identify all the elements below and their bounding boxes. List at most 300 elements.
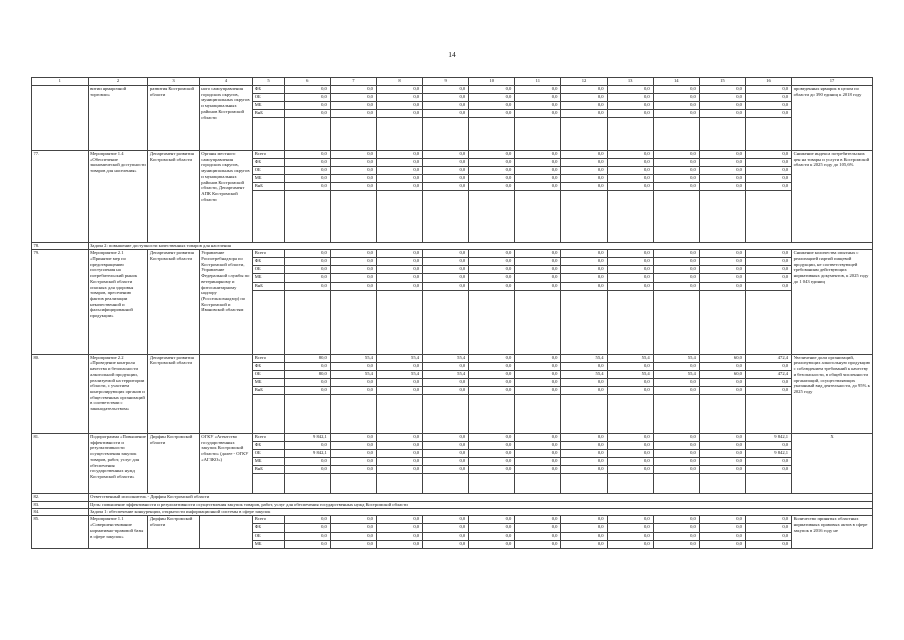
amount-cell: 0,0 [330, 466, 376, 474]
funding-source: ОБ [253, 532, 284, 540]
amount-cell: 0,0 [284, 540, 330, 548]
co-executors: ОГКУ «Агентство государственных закупок Костромской области» (далее - ОГКУ «АГЗКО») [199, 433, 252, 493]
amount-cell: 0,0 [607, 386, 653, 394]
amount-cell: 0,0 [561, 450, 607, 458]
amount-cell: 0,0 [469, 450, 515, 458]
amount-cell: 0,0 [469, 282, 515, 290]
funding-row [32, 433, 873, 441]
amount-cell: 0,0 [284, 167, 330, 175]
amount-cell: 0,0 [469, 516, 515, 524]
amount-cell: 0,0 [607, 250, 653, 258]
amount-cell: 0,0 [607, 441, 653, 449]
column-number-cell: 17 [792, 78, 873, 86]
amount-cell: 0,0 [284, 94, 330, 102]
amount-cell: 0,0 [607, 378, 653, 386]
expected-result: Увеличение доли организаций, реализующих алкогольную продукцию с соблюдением требований к качеству и безопасности, в общей численности организаций, осуществляющих указанный вид деятельности, до 95% к 2025 году [792, 354, 873, 433]
column-number-cell: 5 [253, 78, 284, 86]
amount-cell: 0,0 [699, 258, 745, 266]
amount-cell: 0,0 [745, 540, 791, 548]
amount-cell: 0,0 [699, 532, 745, 540]
amount-cell: 0,0 [653, 158, 699, 166]
amount-cell: 0,0 [653, 378, 699, 386]
amount-cell: 55,4 [561, 370, 607, 378]
amount-cell: 0,0 [469, 433, 515, 441]
amount-cell: 0,0 [561, 94, 607, 102]
amount-cell: 0,0 [561, 150, 607, 158]
amount-cell: 0,0 [699, 450, 745, 458]
amount-cell: 0,0 [607, 466, 653, 474]
amount-cell: 0,0 [699, 441, 745, 449]
amount-cell: 0,0 [561, 250, 607, 258]
empty-cell [515, 290, 561, 354]
amount-cell: 0,0 [699, 386, 745, 394]
amount-cell: 0,0 [699, 183, 745, 191]
amount-cell: 0,0 [376, 266, 422, 274]
amount-cell: 0,0 [515, 516, 561, 524]
section-row [32, 494, 873, 501]
column-number-cell: 16 [745, 78, 791, 86]
funding-source: ФБ [253, 158, 284, 166]
column-number-cell: 4 [199, 78, 252, 86]
empty-cell [376, 474, 422, 494]
empty-cell [745, 290, 791, 354]
empty-cell [699, 474, 745, 494]
amount-cell: 0,0 [515, 466, 561, 474]
amount-cell: 0,0 [653, 540, 699, 548]
amount-cell: 0,0 [330, 282, 376, 290]
column-number-row [32, 78, 873, 86]
amount-cell: 0,0 [561, 258, 607, 266]
amount-cell: 0,0 [561, 386, 607, 394]
amount-cell: 0,0 [515, 378, 561, 386]
amount-cell: 0,0 [515, 524, 561, 532]
funding-source: ФБ [253, 258, 284, 266]
amount-cell: 0,0 [607, 167, 653, 175]
amount-cell: 0,0 [423, 94, 469, 102]
column-number-cell: 8 [376, 78, 422, 86]
empty-cell [607, 290, 653, 354]
amount-cell: 0,0 [423, 378, 469, 386]
amount-cell: 0,0 [561, 102, 607, 110]
empty-cell [423, 118, 469, 151]
column-number-cell: 6 [284, 78, 330, 86]
amount-cell: 0,0 [376, 378, 422, 386]
amount-cell: 60,0 [699, 354, 745, 362]
amount-cell: 55,4 [653, 354, 699, 362]
amount-cell: 0,0 [423, 362, 469, 370]
amount-cell: 0,0 [469, 441, 515, 449]
amount-cell: 0,0 [284, 386, 330, 394]
amount-cell: 0,0 [330, 516, 376, 524]
amount-cell: 0,0 [330, 158, 376, 166]
amount-cell: 0,0 [376, 516, 422, 524]
empty-cell [607, 191, 653, 242]
amount-cell: 0,0 [745, 175, 791, 183]
amount-cell: 0,0 [469, 466, 515, 474]
amount-cell: 0,0 [607, 362, 653, 370]
amount-cell: 0,0 [330, 250, 376, 258]
amount-cell: 0,0 [423, 441, 469, 449]
amount-cell: 0,0 [376, 175, 422, 183]
amount-cell: 0,0 [469, 183, 515, 191]
amount-cell: 0,0 [745, 86, 791, 94]
amount-cell: 0,0 [745, 441, 791, 449]
amount-cell: 0,0 [699, 94, 745, 102]
amount-cell: 0,0 [653, 516, 699, 524]
empty-cell [469, 191, 515, 242]
funding-source: ВнБ [253, 110, 284, 118]
empty-cell [745, 395, 791, 434]
amount-cell: 0,0 [745, 250, 791, 258]
amount-cell: 9 842,1 [745, 433, 791, 441]
amount-cell: 0,0 [423, 167, 469, 175]
amount-cell: 0,0 [284, 516, 330, 524]
amount-cell: 0,0 [607, 94, 653, 102]
amount-cell: 0,0 [653, 167, 699, 175]
amount-cell: 0,0 [376, 362, 422, 370]
section-title: Задача 1: обеспечение конкуренции, открытости информационной системы в сфере закупок [88, 509, 872, 516]
co-executors [199, 354, 252, 433]
measure-name: витии ярмарочной торговли» [88, 86, 148, 151]
amount-cell: 55,4 [561, 354, 607, 362]
amount-cell: 0,0 [469, 102, 515, 110]
amount-cell: 0,0 [376, 433, 422, 441]
amount-cell: 60,0 [699, 370, 745, 378]
amount-cell: 472,4 [745, 370, 791, 378]
amount-cell: 0,0 [515, 433, 561, 441]
amount-cell: 0,0 [469, 250, 515, 258]
amount-cell: 0,0 [515, 386, 561, 394]
amount-cell: 0,0 [699, 266, 745, 274]
amount-cell: 0,0 [284, 532, 330, 540]
amount-cell: 0,0 [561, 183, 607, 191]
responsible-executor: Департамент развития Костромской области [148, 150, 199, 242]
row-number: 85. [32, 516, 89, 548]
amount-cell: 0,0 [653, 386, 699, 394]
funding-row [32, 516, 873, 524]
budget-table [31, 77, 873, 549]
amount-cell: 0,0 [423, 158, 469, 166]
amount-cell: 0,0 [469, 258, 515, 266]
empty-cell [253, 191, 284, 242]
empty-cell [253, 474, 284, 494]
empty-cell [699, 191, 745, 242]
amount-cell: 0,0 [515, 266, 561, 274]
amount-cell: 0,0 [653, 110, 699, 118]
amount-cell: 0,0 [515, 370, 561, 378]
empty-cell [253, 290, 284, 354]
section-title: Цель: повышение эффективности и результативности осуществления закупок товаров, работ, услуг для обеспечения государственных нужд Костромской области [88, 501, 872, 508]
amount-cell: 0,0 [284, 441, 330, 449]
empty-cell [330, 118, 376, 151]
amount-cell: 55,4 [607, 370, 653, 378]
amount-cell: 55,4 [376, 354, 422, 362]
amount-cell: 0,0 [745, 362, 791, 370]
amount-cell: 55,4 [653, 370, 699, 378]
amount-cell: 0,0 [653, 86, 699, 94]
amount-cell: 0,0 [607, 158, 653, 166]
column-number-cell: 14 [653, 78, 699, 86]
empty-cell [561, 118, 607, 151]
amount-cell: 0,0 [423, 258, 469, 266]
amount-cell: 0,0 [284, 183, 330, 191]
empty-cell [699, 395, 745, 434]
amount-cell: 0,0 [515, 274, 561, 282]
empty-cell [423, 290, 469, 354]
column-number-cell: 1 [32, 78, 89, 86]
funding-source: ФБ [253, 524, 284, 532]
amount-cell: 0,0 [376, 466, 422, 474]
funding-row [32, 150, 873, 158]
row-number: 83. [32, 501, 89, 508]
amount-cell: 0,0 [653, 250, 699, 258]
amount-cell: 0,0 [745, 524, 791, 532]
amount-cell: 0,0 [745, 158, 791, 166]
amount-cell: 0,0 [745, 532, 791, 540]
responsible-executor: Дирфин Костромской области [148, 433, 199, 493]
amount-cell: 0,0 [469, 158, 515, 166]
row-number: 82. [32, 494, 89, 501]
amount-cell: 0,0 [607, 458, 653, 466]
empty-cell [330, 395, 376, 434]
amount-cell: 0,0 [653, 362, 699, 370]
amount-cell: 0,0 [376, 282, 422, 290]
amount-cell: 0,0 [284, 158, 330, 166]
amount-cell: 0,0 [330, 183, 376, 191]
amount-cell: 0,0 [469, 86, 515, 94]
amount-cell: 0,0 [745, 386, 791, 394]
amount-cell: 0,0 [653, 94, 699, 102]
amount-cell: 472,4 [745, 354, 791, 362]
empty-cell [423, 191, 469, 242]
amount-cell: 0,0 [423, 150, 469, 158]
amount-cell: 0,0 [469, 354, 515, 362]
empty-cell [330, 191, 376, 242]
amount-cell: 0,0 [745, 110, 791, 118]
funding-source: Всего [253, 150, 284, 158]
amount-cell: 0,0 [515, 258, 561, 266]
amount-cell: 0,0 [423, 86, 469, 94]
funding-row [32, 354, 873, 362]
amount-cell: 0,0 [376, 441, 422, 449]
amount-cell: 0,0 [699, 516, 745, 524]
empty-cell [253, 395, 284, 434]
amount-cell: 0,0 [376, 386, 422, 394]
amount-cell: 0,0 [699, 86, 745, 94]
amount-cell: 0,0 [561, 524, 607, 532]
amount-cell: 0,0 [284, 110, 330, 118]
amount-cell: 0,0 [330, 167, 376, 175]
empty-cell [423, 395, 469, 434]
amount-cell: 0,0 [376, 458, 422, 466]
funding-source: МБ [253, 540, 284, 548]
amount-cell: 0,0 [653, 433, 699, 441]
amount-cell: 0,0 [607, 110, 653, 118]
amount-cell: 0,0 [745, 183, 791, 191]
empty-cell [330, 474, 376, 494]
amount-cell: 0,0 [561, 86, 607, 94]
amount-cell: 0,0 [376, 450, 422, 458]
amount-cell: 0,0 [423, 532, 469, 540]
amount-cell: 0,0 [653, 524, 699, 532]
amount-cell: 0,0 [376, 94, 422, 102]
amount-cell: 0,0 [330, 266, 376, 274]
page-number: 14 [448, 50, 456, 59]
amount-cell: 0,0 [653, 183, 699, 191]
amount-cell: 80,0 [284, 370, 330, 378]
funding-source: ФБ [253, 362, 284, 370]
measure-name: Мероприятие 1.4 «Обеспечение экономической доступности товаров для населения» [88, 150, 148, 242]
amount-cell: 0,0 [284, 150, 330, 158]
empty-cell [653, 395, 699, 434]
empty-cell [653, 118, 699, 151]
amount-cell: 0,0 [699, 250, 745, 258]
funding-source: ОБ [253, 94, 284, 102]
measure-name: Мероприятие 2.1 «Принятие мер по предотвращению поступления на потребительский рынок Костромской области опасных для здоровья товаров, пресечению фактов реализации некачественной и фальсифицированной продукции» [88, 250, 148, 354]
amount-cell: 0,0 [423, 386, 469, 394]
amount-cell: 0,0 [330, 532, 376, 540]
amount-cell: 0,0 [469, 110, 515, 118]
empty-cell [515, 395, 561, 434]
amount-cell: 0,0 [469, 362, 515, 370]
row-number: 81. [32, 433, 89, 493]
amount-cell: 0,0 [423, 175, 469, 183]
amount-cell: 0,0 [423, 458, 469, 466]
section-title: Задача 2: повышение доступности качественных товаров для населения [88, 242, 872, 249]
amount-cell: 9 842,1 [284, 433, 330, 441]
amount-cell: 0,0 [515, 250, 561, 258]
amount-cell: 0,0 [469, 175, 515, 183]
amount-cell: 0,0 [653, 466, 699, 474]
amount-cell: 0,0 [607, 175, 653, 183]
empty-cell [561, 191, 607, 242]
empty-cell [561, 395, 607, 434]
funding-source: ВнБ [253, 183, 284, 191]
amount-cell: 0,0 [699, 524, 745, 532]
amount-cell: 0,0 [607, 516, 653, 524]
amount-cell: 0,0 [469, 540, 515, 548]
amount-cell: 0,0 [515, 110, 561, 118]
amount-cell: 0,0 [745, 258, 791, 266]
amount-cell: 0,0 [515, 540, 561, 548]
amount-cell: 0,0 [330, 362, 376, 370]
amount-cell: 0,0 [423, 466, 469, 474]
amount-cell: 0,0 [284, 362, 330, 370]
amount-cell: 0,0 [653, 150, 699, 158]
amount-cell: 0,0 [561, 167, 607, 175]
amount-cell: 0,0 [376, 258, 422, 266]
amount-cell: 0,0 [607, 274, 653, 282]
responsible-executor: Департамент развития Костромской области [148, 250, 199, 354]
funding-source: ФБ [253, 86, 284, 94]
amount-cell: 0,0 [561, 458, 607, 466]
amount-cell: 0,0 [423, 250, 469, 258]
amount-cell: 0,0 [745, 466, 791, 474]
amount-cell: 0,0 [376, 532, 422, 540]
co-executors: Органы местного самоуправления городских округов, муниципальных округов и муниципальных районов Костромской области, Департамент АПК Костромской области [199, 150, 252, 242]
amount-cell: 0,0 [745, 102, 791, 110]
amount-cell: 0,0 [561, 282, 607, 290]
responsible-executor: развития Костромской области [148, 86, 199, 151]
empty-cell [284, 395, 330, 434]
amount-cell: 0,0 [330, 110, 376, 118]
empty-cell [469, 395, 515, 434]
empty-cell [607, 474, 653, 494]
amount-cell: 0,0 [423, 540, 469, 548]
funding-source: МБ [253, 102, 284, 110]
amount-cell: 0,0 [515, 532, 561, 540]
funding-source: МБ [253, 458, 284, 466]
amount-cell: 0,0 [376, 274, 422, 282]
amount-cell: 55,4 [607, 354, 653, 362]
empty-cell [330, 290, 376, 354]
amount-cell: 0,0 [330, 441, 376, 449]
funding-source: Всего [253, 516, 284, 524]
section-row [32, 509, 873, 516]
row-number [32, 86, 89, 151]
amount-cell: 0,0 [745, 378, 791, 386]
amount-cell: 0,0 [330, 86, 376, 94]
amount-cell: 0,0 [745, 266, 791, 274]
amount-cell: 0,0 [284, 250, 330, 258]
funding-source: МБ [253, 378, 284, 386]
funding-source: ВнБ [253, 466, 284, 474]
amount-cell: 0,0 [561, 441, 607, 449]
amount-cell: 0,0 [376, 110, 422, 118]
amount-cell: 0,0 [423, 516, 469, 524]
expected-result: Х [792, 433, 873, 493]
empty-cell [284, 290, 330, 354]
amount-cell: 0,0 [607, 532, 653, 540]
amount-cell: 0,0 [607, 150, 653, 158]
funding-row [32, 250, 873, 258]
amount-cell: 0,0 [607, 282, 653, 290]
amount-cell: 0,0 [653, 175, 699, 183]
amount-cell: 0,0 [699, 158, 745, 166]
amount-cell: 0,0 [745, 94, 791, 102]
amount-cell: 0,0 [330, 94, 376, 102]
amount-cell: 0,0 [607, 540, 653, 548]
empty-cell [376, 290, 422, 354]
expected-result: Снижение индекса потребительских цен на товары и услуги в Костромской области к 2025 году до 105,6% [792, 150, 873, 242]
empty-cell [515, 191, 561, 242]
empty-cell [745, 191, 791, 242]
amount-cell: 0,0 [423, 282, 469, 290]
amount-cell: 0,0 [653, 532, 699, 540]
funding-source: ОБ [253, 450, 284, 458]
empty-cell [653, 290, 699, 354]
funding-source: МБ [253, 175, 284, 183]
row-number: 79. [32, 250, 89, 354]
amount-cell: 0,0 [469, 167, 515, 175]
amount-cell: 0,0 [653, 458, 699, 466]
amount-cell: 0,0 [423, 450, 469, 458]
column-number-cell: 10 [469, 78, 515, 86]
amount-cell: 0,0 [376, 102, 422, 110]
amount-cell: 0,0 [376, 540, 422, 548]
amount-cell: 0,0 [515, 450, 561, 458]
amount-cell: 0,0 [653, 450, 699, 458]
amount-cell: 0,0 [376, 86, 422, 94]
amount-cell: 0,0 [376, 183, 422, 191]
empty-cell [376, 395, 422, 434]
measure-name: Подпрограмма «Повышение эффективности и результативности осуществления закупок товаров, работ, услуг для обеспечения государственных нужд Костромской области» [88, 433, 148, 493]
funding-source: ФБ [253, 441, 284, 449]
amount-cell: 0,0 [745, 150, 791, 158]
responsible-executor: Дирфин Костромской области [148, 516, 199, 548]
amount-cell: 0,0 [330, 458, 376, 466]
amount-cell: 0,0 [469, 532, 515, 540]
